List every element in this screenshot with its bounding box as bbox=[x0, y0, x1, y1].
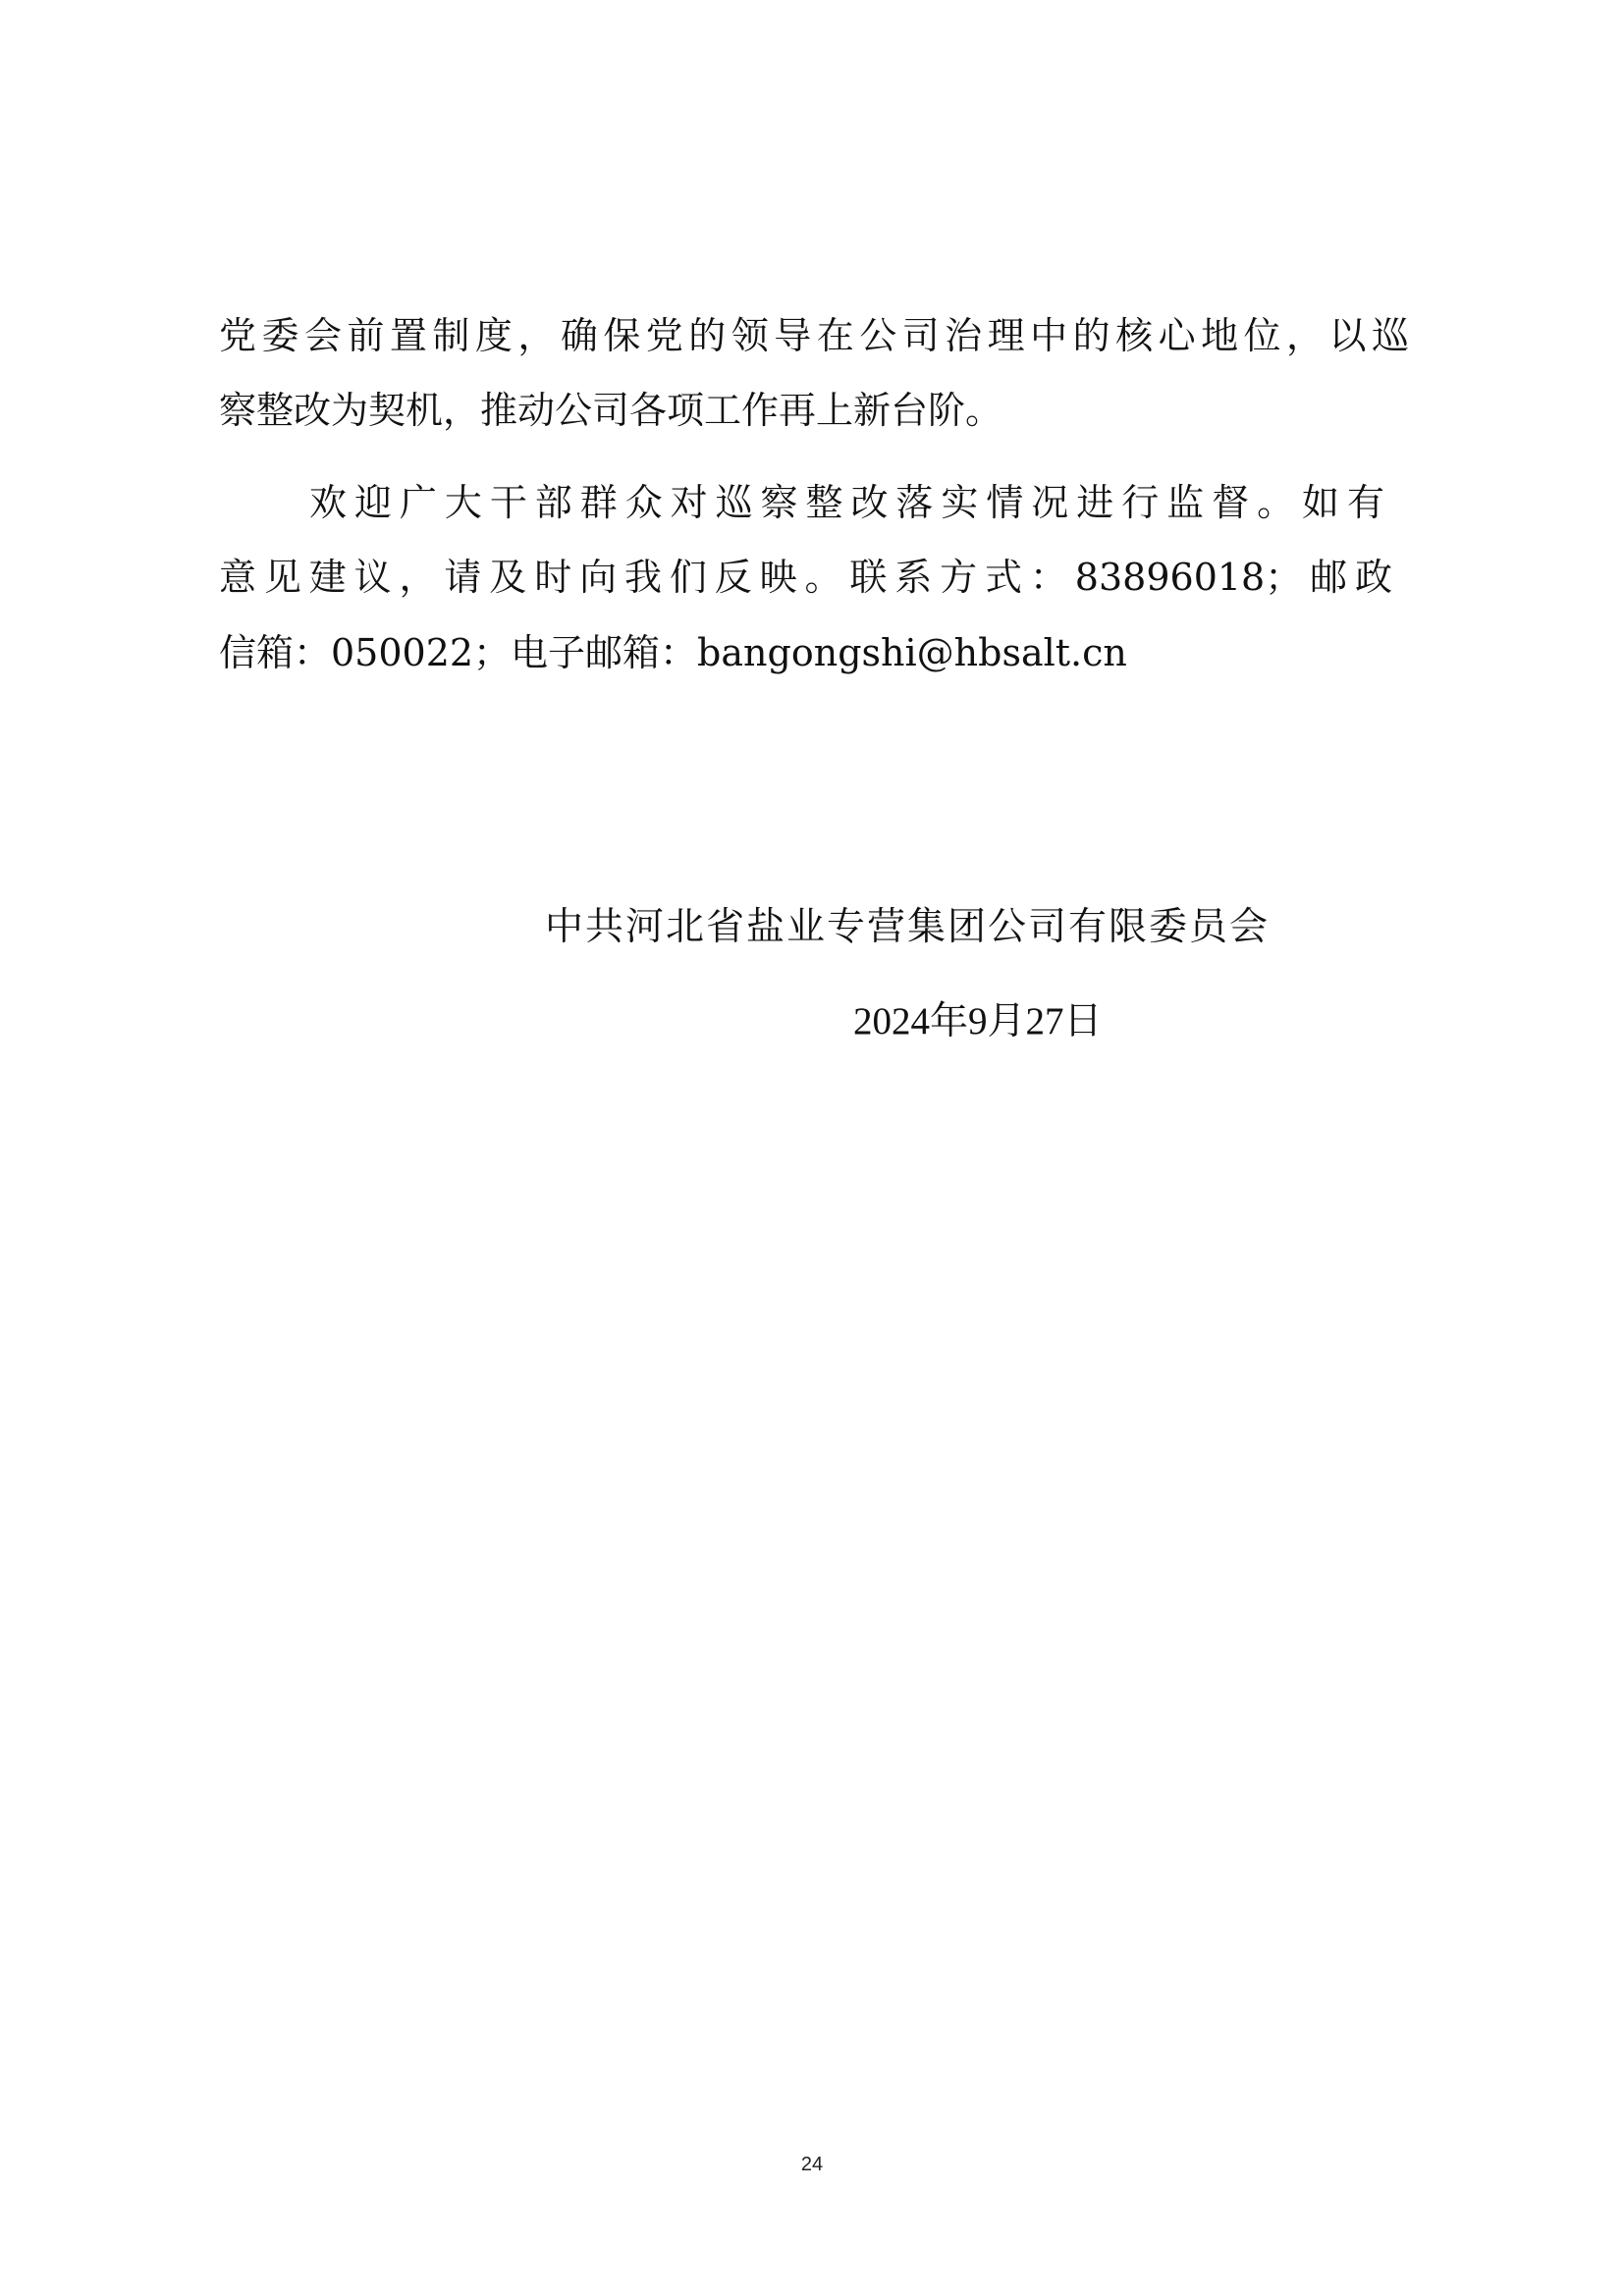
paragraph-2-line-3: 信箱：050022；电子邮箱：bangongshi@hbsalt.cn bbox=[219, 631, 1127, 674]
paragraph-1-line-2: 察整改为契机，推动公司各项工作再上新台阶。 bbox=[219, 389, 1003, 432]
document-date: 2024年9月27日 bbox=[853, 1000, 1103, 1042]
paragraph-2-line-1: 欢迎广大干部群众对巡察整改落实情况进行监督。如有 bbox=[309, 481, 1384, 524]
paragraph-1-line-1: 党委会前置制度，确保党的领导在公司治理中的核心地位，以巡 bbox=[219, 314, 1409, 357]
paragraph-2-line-2: 意见建议，请及时向我们反映。联系方式：83896018；邮政 bbox=[219, 556, 1392, 599]
page-number: 24 bbox=[800, 2154, 824, 2175]
issuer-signature: 中共河北省盐业专营集团公司有限委员会 bbox=[545, 905, 1271, 949]
